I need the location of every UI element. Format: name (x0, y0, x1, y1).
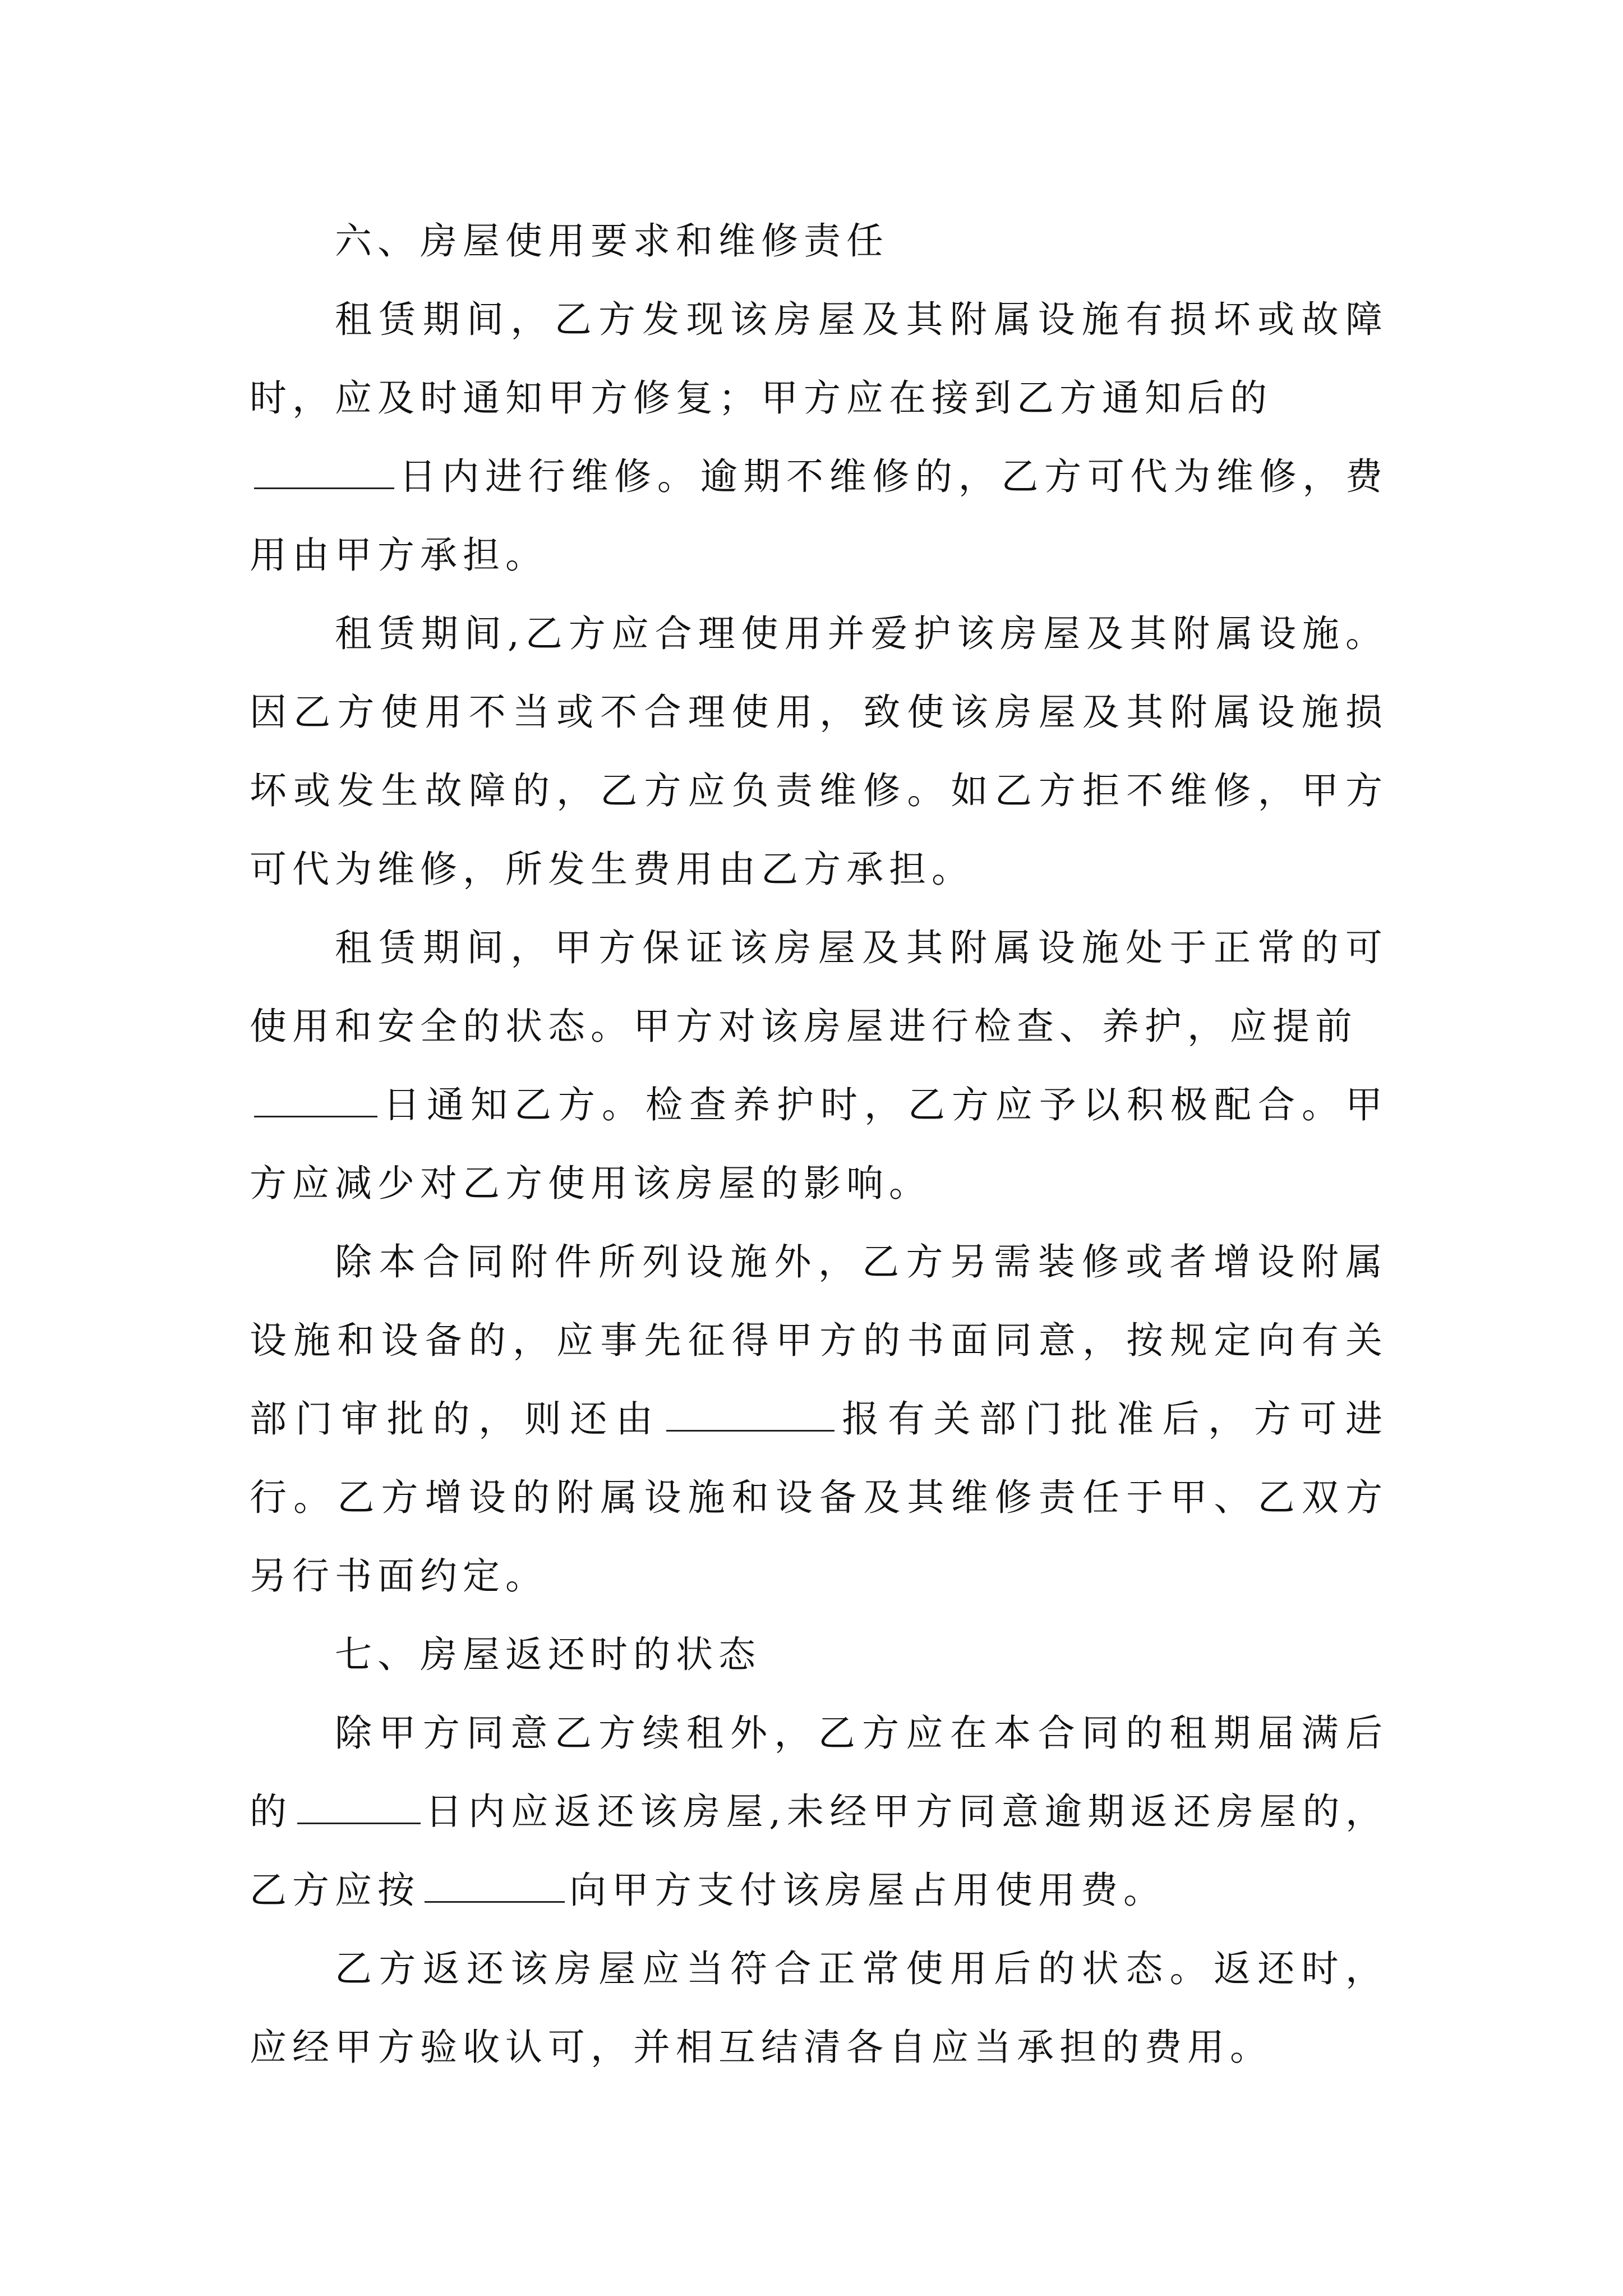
paragraph-text: 乙方返还该房屋应当符合正常使用后的状态。返还时，应经甲方验收认可，并相互结清各自应当承担的费用。 (250, 1947, 1388, 2069)
paragraph-text: 向甲方支付该房屋占用使用费。 (569, 1869, 1166, 1912)
paragraph-inspection (250, 909, 1388, 1223)
section-7-title: 七、房屋返还时的状态 (335, 1633, 761, 1676)
blank-field-applicant[interactable] (666, 1397, 834, 1432)
paragraph-text: 除甲方同意乙方续租外，乙方应在本合同的租期届满后的 (250, 1711, 1388, 1833)
section-6-heading (250, 202, 1388, 280)
paragraph-text: 日通知乙方。检查养护时，乙方应予以积极配合。甲方应减少对乙方使用该房屋的影响。 (250, 1083, 1388, 1205)
blank-field-repair-days[interactable] (254, 455, 394, 489)
contract-page (250, 202, 1388, 2087)
paragraph-repair-notice (250, 280, 1388, 595)
paragraph-text: 租赁期间，乙方发现该房屋及其附属设施有损坏或故障时，应及时通知甲方修复；甲方应在接到乙方通知后的 (250, 298, 1388, 420)
paragraph-text: 报有关部门批准后，方可进行。乙方增设的附属设施和设备及其维修责任于甲、乙双方另行书面约定。 (250, 1397, 1389, 1598)
blank-field-return-days[interactable] (297, 1790, 421, 1824)
blank-field-occupancy-fee[interactable] (425, 1869, 565, 1903)
paragraph-return-condition (250, 1930, 1388, 2087)
paragraph-return-deadline (250, 1694, 1388, 1930)
paragraph-text: 日内应返还该房屋,未经甲方同意逾期返还房屋的，乙方应按 (250, 1790, 1389, 1912)
section-6-title: 六、房屋使用要求和维修责任 (335, 219, 889, 263)
paragraph-text: 除本合同附件所列设施外，乙方另需装修或者增设附属设施和设备的，应事先征得甲方的书面同意，按规定向有关部门审批的，则还由 (250, 1240, 1388, 1441)
paragraph-tenant-care (250, 595, 1388, 909)
paragraph-text: 租赁期间,乙方应合理使用并爱护该房屋及其附属设施。因乙方使用不当或不合理使用，致使该房屋及其附属设施损坏或发生故障的，乙方应负责维修。如乙方拒不维修，甲方可代为维修，所发生费用由乙方承担。 (250, 612, 1388, 891)
paragraph-text: 租赁期间，甲方保证该房屋及其附属设施处于正常的可使用和安全的状态。甲方对该房屋进行检查、养护，应提前 (250, 926, 1388, 1048)
section-7-heading (250, 1616, 1388, 1694)
blank-field-notice-days[interactable] (254, 1083, 377, 1117)
paragraph-renovation (250, 1223, 1388, 1616)
paragraph-text: 日内进行维修。逾期不维修的，乙方可代为维修，费用由甲方承担。 (250, 455, 1388, 577)
